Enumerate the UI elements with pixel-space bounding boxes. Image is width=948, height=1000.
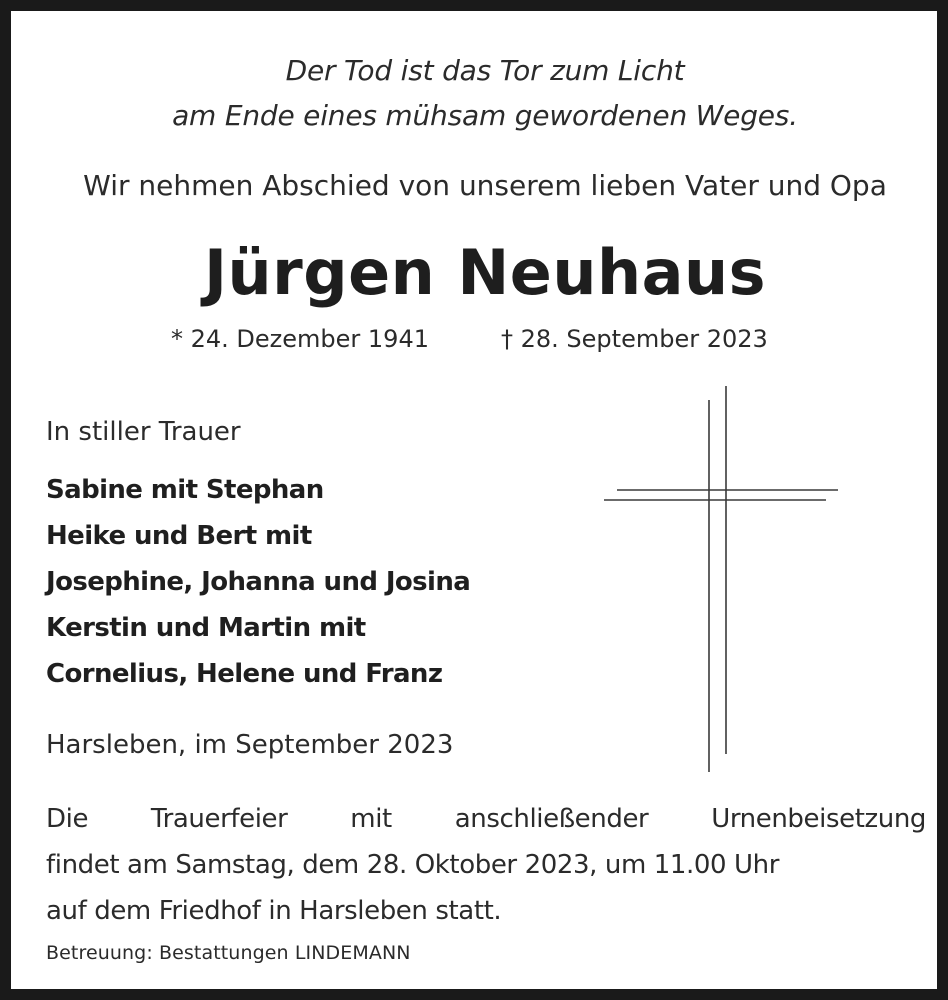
mourning-label: In stiller Trauer [46,417,241,447]
farewell-intro: Wir nehmen Abschied von unserem lieben Vater und Opa [83,169,887,202]
ceremony-line-1: Die Trauerfeier mit anschließender Urnenbeisetzung [46,804,926,834]
ceremony-line-3: auf dem Friedhof in Harsleben statt. [46,896,502,926]
undertaker-credit: Betreuung: Bestattungen LINDEMANN [46,942,411,964]
deceased-name: Jürgen Neuhaus [203,236,767,309]
mourner-entry: Cornelius, Helene und Franz [46,659,443,689]
birth-date: * 24. Dezember 1941 [171,325,429,353]
place-and-date: Harsleben, im September 2023 [46,730,454,760]
mourner-entry: Josephine, Johanna und Josina [46,567,471,597]
mourner-entry: Kerstin und Martin mit [46,613,366,643]
motto-line-2: am Ende eines mühsam gewordenen Weges. [172,99,798,132]
motto-line-1: Der Tod ist das Tor zum Licht [285,54,685,87]
ceremony-line-2: findet am Samstag, dem 28. Oktober 2023, um 11.00 Uhr [46,850,780,880]
mourner-entry: Sabine mit Stephan [46,475,324,505]
mourner-entry: Heike und Bert mit [46,521,312,551]
death-date: † 28. September 2023 [501,325,768,353]
